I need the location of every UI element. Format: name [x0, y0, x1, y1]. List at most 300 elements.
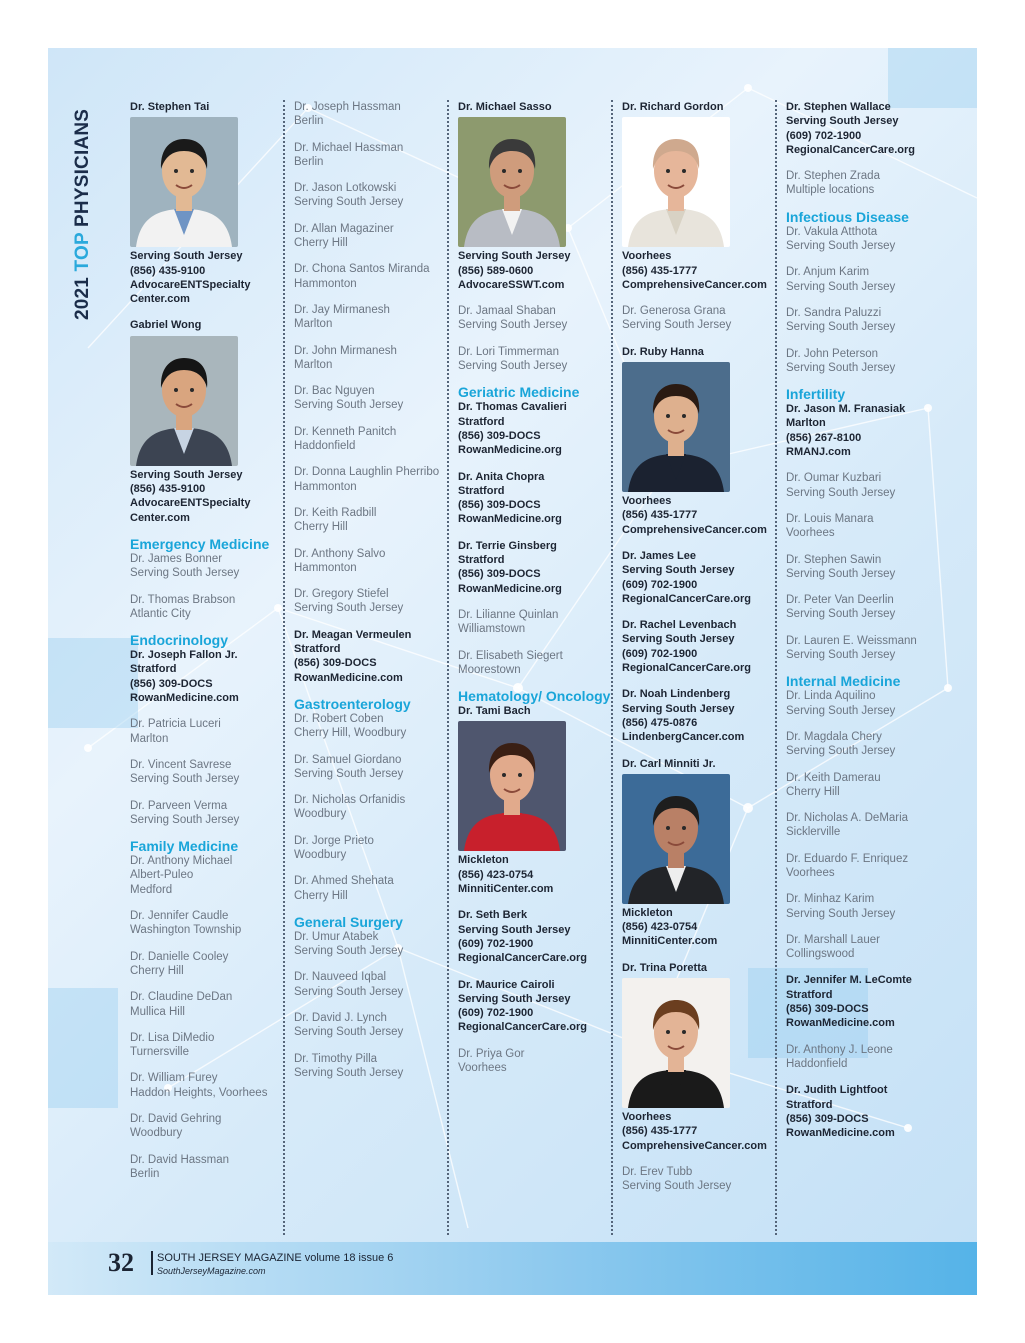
physician-listing	[294, 587, 447, 616]
physician-name: Dr. James Lee	[622, 549, 696, 562]
physician-listing	[786, 1083, 941, 1140]
physician-location: Serving South Jersey	[622, 319, 732, 332]
physician-name: Dr. Linda Aquilino	[786, 690, 876, 703]
physician-location: Stratford	[294, 643, 341, 656]
physician-listing	[786, 811, 941, 840]
physician-name: Dr. Anita Chopra	[458, 470, 545, 483]
magazine-name: SOUTH JERSEY MAGAZINE	[157, 1252, 302, 1264]
physician-listing	[130, 1071, 283, 1100]
physician-location: Serving South Jersey	[130, 567, 240, 580]
physician-location: Haddonfield	[294, 440, 356, 453]
physician-name: Dr. Danielle Cooley	[130, 950, 229, 963]
physician-location: Serving South Jersey	[294, 399, 404, 412]
physician-name: Dr. Anthony Michael	[130, 855, 233, 868]
listing-column-3	[458, 100, 613, 1235]
physician-website: MinnitiCenter.com	[458, 883, 554, 896]
section-title-vertical	[72, 109, 94, 320]
physician-location: Multiple locations	[786, 184, 875, 197]
physician-name: Dr. James Bonner	[130, 552, 223, 565]
physician-phone: (856) 435-1777	[622, 509, 698, 522]
physician-location: Stratford	[458, 484, 505, 497]
physician-location: Marlton	[294, 358, 333, 371]
physician-name: Dr. Patricia Luceri	[130, 718, 221, 731]
specialty-heading: Family Medicine	[130, 838, 239, 855]
physician-location: Serving South Jersey	[458, 360, 568, 373]
physician-name: Dr. Nicholas A. DeMaria	[786, 812, 909, 825]
physician-photo	[622, 774, 730, 904]
physician-listing	[130, 758, 283, 787]
physician-website: RegionalCancerCare.org	[458, 1021, 587, 1034]
physician-phone: (856) 589-0600	[458, 264, 534, 277]
physician-listing	[458, 470, 611, 527]
physician-listing	[786, 306, 941, 335]
physician-name: Gabriel Wong	[130, 319, 202, 332]
physician-listing	[130, 100, 283, 306]
physician-name: Dr. Seth Berk	[458, 909, 528, 922]
physician-name: Dr. Robert Coben	[294, 712, 384, 725]
physician-listing	[458, 100, 611, 292]
physician-name: Dr. Priya Gor	[458, 1047, 525, 1060]
physician-listing	[458, 304, 611, 333]
physician-name: Dr. Samuel Giordano	[294, 753, 402, 766]
physician-location: Medford	[130, 883, 173, 896]
physician-listing	[786, 771, 941, 800]
physician-name: Dr. Anjum Karim	[786, 266, 870, 279]
physician-name: Dr. Richard Gordon	[622, 101, 724, 113]
physician-listing	[294, 465, 447, 494]
physician-listing	[294, 222, 447, 251]
physician-location: Berlin	[294, 155, 324, 168]
physician-name: Dr. Nauveed Iqbal	[294, 971, 387, 984]
physician-name: Dr. Michael Sasso	[458, 101, 552, 113]
physician-location: Serving South Jersey	[786, 745, 896, 758]
physician-listing	[622, 345, 775, 537]
physician-photo	[622, 117, 730, 247]
physician-listing	[786, 933, 941, 962]
physician-phone: (856) 435-1777	[622, 1125, 698, 1138]
physician-location: Serving South Jersey	[622, 633, 735, 646]
physician-listing	[130, 799, 283, 828]
physician-website: Center.com	[130, 293, 190, 306]
physician-name: Dr. Anthony J. Leone	[786, 1043, 893, 1056]
physician-website: RMANJ.com	[786, 446, 851, 459]
physician-location: Serving South Jersey	[786, 321, 896, 334]
physician-listing	[294, 141, 447, 170]
physician-name: Dr. Louis Manara	[786, 512, 874, 525]
physician-phone: (856) 309-DOCS	[458, 429, 541, 442]
physician-name: Dr. David J. Lynch	[294, 1012, 387, 1025]
physician-name: Dr. Lori Timmerman	[458, 345, 559, 358]
physician-listing	[786, 730, 941, 759]
physician-phone: (856) 309-DOCS	[458, 499, 541, 512]
physician-location: Voorhees	[786, 527, 835, 540]
physician-name: Dr. Elisabeth Siegert	[458, 649, 563, 662]
physician-name: Dr. Chona Santos Miranda	[294, 263, 430, 276]
physician-listing	[786, 100, 941, 157]
physician-location: Stratford	[458, 415, 505, 428]
magazine-info	[157, 1252, 393, 1264]
physician-listing	[458, 908, 611, 965]
physician-listing	[458, 1047, 611, 1076]
physician-location: Serving South Jersey	[294, 602, 404, 615]
physician-listing	[130, 1153, 283, 1182]
physician-listing	[458, 978, 611, 1035]
specialty-heading: Infectious Disease	[786, 208, 909, 225]
physician-location: Serving South Jersey	[786, 115, 899, 128]
specialty-heading: Emergency Medicine	[130, 535, 270, 552]
physician-location: Mickleton	[458, 854, 509, 867]
physician-location: Washington Township	[130, 924, 242, 937]
physician-location: Voorhees	[622, 1111, 672, 1124]
specialty-heading: Hematology/ Oncology	[458, 688, 611, 705]
physician-location: Serving South Jersey	[786, 649, 896, 662]
listing-column-2	[294, 100, 449, 1235]
physician-location: Marlton	[786, 417, 826, 430]
physician-name: Dr. Anthony Salvo	[294, 547, 386, 560]
physician-phone: (609) 702-1900	[622, 578, 698, 591]
physician-website: AdvocareENTSpecialty	[130, 497, 251, 510]
physician-listing	[294, 793, 447, 822]
physician-website: RegionalCancerCare.org	[622, 592, 751, 605]
physician-phone: (856) 475-0876	[622, 716, 698, 729]
physician-name: Dr. Thomas Cavalieri	[458, 401, 567, 414]
listing-column-5	[786, 100, 941, 1235]
physician-listing	[294, 834, 447, 863]
physician-name: Dr. Rachel Levenbach	[622, 619, 737, 632]
physician-name: Dr. William Furey	[130, 1072, 218, 1085]
physician-location: Sicklerville	[786, 826, 841, 839]
physician-listing	[622, 100, 775, 292]
physician-listing	[786, 265, 941, 294]
physician-location: Stratford	[786, 988, 833, 1001]
physician-location: Albert-Puleo	[130, 869, 194, 882]
physician-name: Dr. Lilianne Quinlan	[458, 608, 559, 621]
physician-listing	[622, 1165, 775, 1194]
physician-website: AdvocareENTSpecialty	[130, 278, 251, 291]
physician-name: Dr. Ruby Hanna	[622, 345, 704, 358]
physician-name: Dr. Jason M. Franasiak	[786, 403, 906, 416]
physician-name: Dr. Marshall Lauer	[786, 933, 880, 946]
physician-listing	[294, 303, 447, 332]
physician-name: Dr. Joseph Fallon Jr.	[130, 649, 238, 662]
physician-location: Voorhees	[622, 250, 672, 263]
physician-listing	[294, 628, 447, 685]
physician-listing	[786, 852, 941, 881]
physician-listing	[294, 930, 447, 959]
page-number: 32	[108, 1248, 134, 1277]
physician-website: RowanMedicine.com	[786, 1127, 895, 1140]
physician-listing	[294, 100, 447, 129]
specialty-heading: Geriatric Medicine	[458, 384, 580, 401]
physician-location: Marlton	[130, 732, 169, 745]
physician-location: Cherry Hill	[294, 521, 348, 534]
physician-location: Serving South Jersey	[294, 985, 404, 998]
physician-listing	[458, 608, 611, 637]
physician-listing	[622, 687, 775, 744]
physician-location: Marlton	[294, 318, 333, 331]
physician-name: Dr. Jorge Prieto	[294, 834, 374, 847]
physician-location: Berlin	[130, 1167, 160, 1180]
physician-location: Stratford	[458, 554, 505, 567]
specialty-heading: Internal Medicine	[786, 673, 901, 690]
specialty-heading: General Surgery	[294, 913, 403, 930]
physician-website: Center.com	[130, 511, 190, 524]
title-year: 2021	[72, 276, 93, 320]
physician-location: Serving South Jersey	[130, 468, 243, 481]
physician-name: Dr. Gregory Stiefel	[294, 588, 389, 601]
physician-phone: (856) 423-0754	[622, 921, 698, 934]
physician-listing	[130, 318, 283, 524]
physician-listing	[130, 950, 283, 979]
physician-location: Collingswood	[786, 948, 855, 961]
physician-listing	[458, 345, 611, 374]
physician-name: Dr. Magdala Chery	[786, 730, 882, 743]
physician-name: Dr. Maurice Cairoli	[458, 978, 555, 991]
physician-listing	[130, 1112, 283, 1141]
physician-name: Dr. Erev Tubb	[622, 1165, 693, 1178]
physician-listing	[622, 618, 775, 675]
physician-listing	[130, 990, 283, 1019]
physician-website: MinnitiCenter.com	[622, 935, 718, 948]
physician-location: Serving South Jersey	[294, 945, 404, 958]
physician-location: Serving South Jersey	[786, 704, 896, 717]
physician-location: Serving South Jersey	[458, 319, 568, 332]
physician-location: Berlin	[294, 115, 324, 128]
physician-location: Serving South Jersey	[786, 280, 896, 293]
physician-name: Dr. Jamaal Shaban	[458, 305, 556, 318]
physician-location: Serving South Jersey	[458, 992, 571, 1005]
physician-name: Dr. Kenneth Panitch	[294, 425, 397, 438]
physician-name: Dr. Keith Damerau	[786, 771, 881, 784]
physician-website: RegionalCancerCare.org	[622, 662, 751, 675]
physician-phone: (609) 702-1900	[458, 937, 534, 950]
physician-location: Serving South Jersey	[130, 813, 240, 826]
physician-phone: (856) 435-1777	[622, 264, 698, 277]
physician-listing	[622, 549, 775, 606]
physician-photo	[458, 721, 566, 851]
physician-location: Serving South Jersey	[130, 773, 240, 786]
physician-name: Dr. David Gehring	[130, 1112, 222, 1125]
physician-location: Voorhees	[622, 495, 672, 508]
physician-listing	[786, 347, 941, 376]
physician-listing	[130, 552, 283, 581]
specialty-heading: Endocrinology	[130, 632, 228, 649]
physician-name: Dr. Vincent Savrese	[130, 758, 232, 771]
physician-location: Hammonton	[294, 277, 357, 290]
physician-listing	[294, 1011, 447, 1040]
physician-website: RowanMedicine.org	[458, 513, 562, 526]
physician-name: Dr. Oumar Kuzbari	[786, 472, 882, 485]
physician-location: Moorestown	[458, 663, 521, 676]
physician-phone: (856) 423-0754	[458, 868, 534, 881]
physician-phone: (856) 309-DOCS	[458, 568, 541, 581]
physician-name: Dr. Joseph Hassman	[294, 101, 401, 113]
physician-photo	[130, 336, 238, 466]
physician-name: Dr. Stephen Zrada	[786, 170, 880, 183]
physician-listing	[294, 970, 447, 999]
physician-listing	[786, 593, 941, 622]
physician-phone: (856) 309-DOCS	[786, 1112, 869, 1125]
physician-location: Stratford	[786, 1098, 833, 1111]
physician-location: Serving South Jersey	[786, 240, 896, 253]
physician-name: Dr. Lauren E. Weissmann	[786, 634, 917, 647]
physician-phone: (856) 309-DOCS	[130, 677, 213, 690]
physician-name: Dr. David Hassman	[130, 1153, 230, 1166]
physician-listing	[130, 909, 283, 938]
physician-listing	[622, 961, 775, 1153]
physician-name: Dr. Minhaz Karim	[786, 893, 875, 906]
physician-name: Dr. Stephen Wallace	[786, 101, 891, 113]
physician-location: Mickleton	[622, 906, 673, 919]
physician-name: Dr. John Mirmanesh	[294, 344, 397, 357]
physician-name: Dr. Keith Radbill	[294, 506, 377, 519]
physician-listing	[294, 344, 447, 373]
physician-location: Serving South Jersey	[786, 567, 896, 580]
physician-name: Dr. Jennifer M. LeComte	[786, 974, 912, 987]
physician-name: Dr. Judith Lightfoot	[786, 1084, 888, 1097]
physician-name: Dr. Jay Mirmanesh	[294, 303, 390, 316]
physician-location: Serving South Jersey	[786, 486, 896, 499]
physician-listing	[622, 304, 775, 333]
physician-name: Dr. Sandra Paluzzi	[786, 306, 882, 319]
physician-listing	[786, 634, 941, 663]
title-physicians: PHYSICIANS	[72, 108, 93, 227]
physician-location: Serving South Jersey	[786, 907, 896, 920]
physician-name: Dr. Michael Hassman	[294, 141, 404, 154]
physician-website: RowanMedicine.com	[786, 1017, 895, 1030]
specialty-heading: Gastroenterology	[294, 695, 411, 712]
physician-name: Dr. Vakula Atthota	[786, 225, 878, 238]
physician-location: Cherry Hill	[786, 785, 840, 798]
magazine-website-link[interactable]: SouthJerseyMagazine.com	[157, 1266, 266, 1276]
physician-location: Voorhees	[786, 866, 835, 879]
physician-listing	[458, 539, 611, 596]
physician-location: Cherry Hill	[130, 964, 184, 977]
physician-location: Cherry Hill	[294, 889, 348, 902]
physician-website: RegionalCancerCare.org	[786, 143, 915, 156]
listing-column-1	[130, 100, 285, 1235]
title-top: TOP	[72, 232, 93, 272]
physician-listing	[786, 225, 941, 254]
physician-name: Dr. Nicholas Orfanidis	[294, 794, 406, 807]
physician-location: Mullica Hill	[130, 1005, 185, 1018]
physician-listing	[786, 973, 941, 1030]
physician-listing	[786, 471, 941, 500]
physician-phone: (609) 702-1900	[786, 129, 862, 142]
physician-location: Cherry Hill	[294, 237, 348, 250]
physician-location: Atlantic City	[130, 607, 191, 620]
physician-location: Woodbury	[294, 808, 347, 821]
physician-phone: (856) 435-9100	[130, 264, 206, 277]
physician-listing	[294, 425, 447, 454]
specialty-heading: Infertility	[786, 386, 846, 403]
physician-location: Serving South Jersey	[458, 923, 571, 936]
physician-listing	[294, 181, 447, 210]
physician-website: AdvocareSSWT.com	[458, 278, 565, 291]
physician-listing	[294, 506, 447, 535]
physician-website: ComprehensiveCancer.com	[622, 1139, 767, 1152]
listing-column-4	[622, 100, 777, 1235]
physician-listing	[786, 553, 941, 582]
physician-phone: (609) 702-1900	[458, 1007, 534, 1020]
physician-name: Dr. Carl Minniti Jr.	[622, 757, 716, 770]
physician-listing	[294, 384, 447, 413]
physician-location: Hammonton	[294, 480, 357, 493]
physician-location: Voorhees	[458, 1061, 507, 1074]
physician-location: Serving South Jersey	[130, 250, 243, 263]
physician-name: Dr. Jason Lotkowski	[294, 182, 397, 195]
physician-location: Woodbury	[294, 848, 347, 861]
physician-website: ComprehensiveCancer.com	[622, 523, 767, 536]
physician-name: Dr. Terrie Ginsberg	[458, 539, 557, 552]
physician-name: Dr. Peter Van Deerlin	[786, 594, 894, 607]
physician-location: Woodbury	[130, 1127, 183, 1140]
physician-website: RegionalCancerCare.org	[458, 952, 587, 965]
physician-website: RowanMedicine.org	[458, 444, 562, 457]
physician-name: Dr. Ahmed Shehata	[294, 875, 394, 888]
physician-location: Stratford	[130, 663, 177, 676]
physician-listing	[294, 262, 447, 291]
physician-listing	[130, 593, 283, 622]
physician-listing	[786, 689, 941, 718]
physician-location: Serving South Jersey	[294, 196, 404, 209]
physician-name: Dr. Noah Lindenberg	[622, 688, 731, 701]
physician-listing	[294, 712, 447, 741]
physician-phone: (856) 435-9100	[130, 483, 206, 496]
physician-phone: (609) 702-1900	[622, 647, 698, 660]
physician-name: Dr. Tami Bach	[458, 705, 531, 718]
physician-photo	[622, 362, 730, 492]
physician-listing	[294, 753, 447, 782]
physician-location: Hammonton	[294, 561, 357, 574]
physician-website: LindenbergCancer.com	[622, 731, 745, 744]
physician-listing	[458, 400, 611, 457]
physician-listing	[786, 1043, 941, 1072]
physician-name: Dr. Donna Laughlin Pherribo	[294, 466, 440, 479]
magazine-volume: volume 18	[304, 1252, 356, 1264]
physician-name: Dr. Thomas Brabson	[130, 593, 236, 606]
physician-website: RowanMedicine.org	[458, 582, 562, 595]
physician-website: RowanMedicine.com	[130, 692, 239, 705]
physician-name: Dr. Stephen Sawin	[786, 553, 882, 566]
physician-phone: (856) 309-DOCS	[786, 1003, 869, 1016]
physician-name: Dr. Jennifer Caudle	[130, 910, 229, 923]
physician-name: Dr. John Peterson	[786, 347, 879, 360]
physician-listing	[786, 892, 941, 921]
physician-location: Serving South Jersey	[294, 1026, 404, 1039]
physician-name: Dr. Bac Nguyen	[294, 385, 375, 398]
physician-listing	[294, 547, 447, 576]
physician-name: Dr. Parveen Verma	[130, 799, 228, 812]
physician-listing	[130, 1031, 283, 1060]
physician-phone: (856) 309-DOCS	[294, 657, 377, 670]
physician-name: Dr. Stephen Tai	[130, 101, 210, 113]
physician-website: ComprehensiveCancer.com	[622, 278, 767, 291]
physician-listing	[786, 402, 941, 459]
physician-listing	[786, 169, 941, 198]
physician-listing	[130, 648, 283, 705]
physician-location: Haddon Heights, Voorhees	[130, 1086, 268, 1099]
physician-listing	[130, 854, 283, 897]
physician-name: Dr. Timothy Pilla	[294, 1052, 378, 1065]
physician-listing	[786, 512, 941, 541]
physician-location: Serving South Jersey	[294, 767, 404, 780]
physician-name: Dr. Umur Atabek	[294, 930, 379, 943]
physician-website: RowanMedicine.com	[294, 671, 403, 684]
physician-listing	[622, 757, 775, 949]
physician-location: Serving South Jersey	[622, 1180, 732, 1193]
physician-location: Serving South Jersey	[458, 250, 571, 263]
